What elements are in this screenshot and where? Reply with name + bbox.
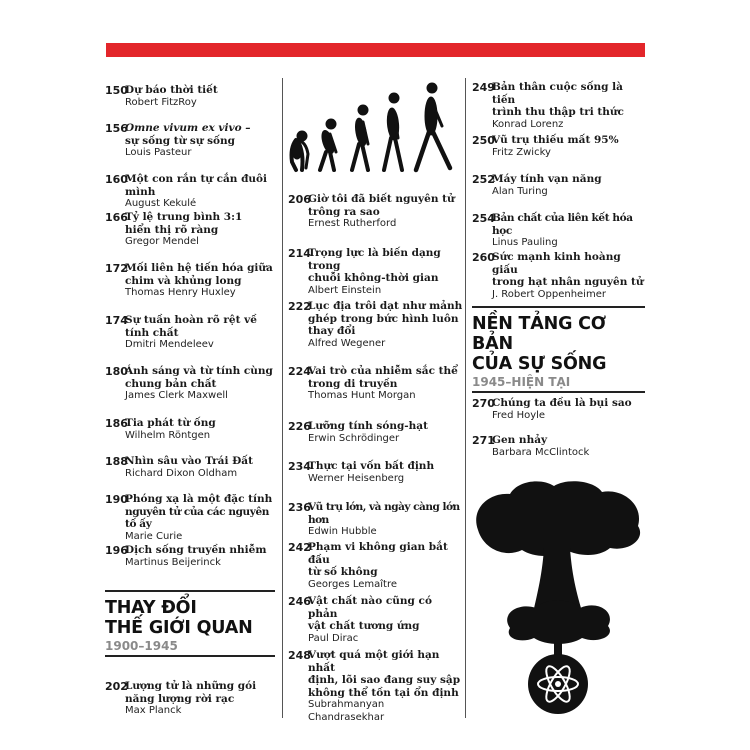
- page-number: 174: [105, 314, 128, 327]
- toc-entry-188[interactable]: [105, 455, 275, 480]
- toc-entry-180[interactable]: [105, 365, 275, 403]
- entry-title-line-2: năng lượng rời rạc: [125, 692, 235, 705]
- entry-title: Phóng xạ là một đặc tính: [125, 493, 273, 505]
- toc-entry-226[interactable]: [288, 420, 464, 445]
- toc-entry-248[interactable]: [288, 649, 464, 724]
- toc-entry-150[interactable]: [105, 84, 275, 109]
- entry-author: Louis Pasteur: [125, 147, 192, 158]
- page-number: 224: [288, 365, 311, 378]
- section-rule-top: [105, 590, 275, 592]
- early-human-figure: [384, 93, 402, 170]
- toc-entry-186[interactable]: [105, 417, 275, 442]
- section-rule-bottom: [105, 655, 275, 657]
- entry-author: Ernest Rutherford: [308, 218, 397, 229]
- page-number: 172: [105, 262, 128, 275]
- page-number: 260: [472, 251, 495, 264]
- toc-entry-156[interactable]: [105, 122, 275, 160]
- entry-author: Konrad Lorenz: [492, 118, 564, 130]
- entry-title-line-2: trong di truyền: [308, 377, 398, 390]
- toc-entry-160[interactable]: [105, 173, 275, 211]
- toc-entry-166[interactable]: [105, 211, 275, 249]
- toc-entry-224[interactable]: [288, 365, 464, 403]
- toc-entry-196[interactable]: [105, 544, 275, 569]
- entry-title: Vượt quá một giới hạn nhất: [308, 649, 440, 674]
- page-number: 270: [472, 397, 495, 410]
- page-number: 180: [105, 365, 128, 378]
- entry-title: Thực tại vốn bất định: [308, 460, 435, 472]
- toc-entry-236[interactable]: [288, 501, 464, 539]
- entry-title-line-3: không thể tồn tại ổn định: [308, 686, 459, 699]
- entry-title-line-2: trong hạt nhân nguyên tử: [492, 276, 644, 288]
- entry-title: Một con rắn tự cắn đuôi mình: [125, 173, 268, 198]
- entry-author: Gregor Mendel: [125, 236, 199, 247]
- entry-author: Thomas Henry Huxley: [125, 287, 236, 298]
- toc-entry-172[interactable]: [105, 262, 275, 300]
- page-number: 202: [105, 680, 128, 693]
- entry-title: Tia phát từ ống: [125, 417, 216, 429]
- section-title-line-1: NỀN TẢNG CƠ BẢN: [472, 314, 606, 354]
- entry-title-line-2: chuỗi không-thời gian: [308, 272, 439, 284]
- entry-title: Giờ tôi đã biết nguyên tử: [308, 193, 455, 205]
- entry-title: Dự báo thời tiết: [125, 84, 218, 96]
- entry-title: Ánh sáng và từ tính cùng: [125, 365, 273, 377]
- entry-author: Wilhelm Röntgen: [125, 429, 211, 441]
- toc-entry-252[interactable]: [472, 173, 645, 198]
- section-title-line-2: CỦA SỰ SỐNG: [472, 354, 607, 374]
- entry-author: J. Robert Oppenheimer: [492, 288, 606, 300]
- toc-entry-234[interactable]: [288, 460, 464, 485]
- page-number: 214: [288, 247, 311, 260]
- entry-title-line-2: vật chất tương ứng: [308, 620, 420, 632]
- entry-author: Fritz Zwicky: [492, 146, 551, 158]
- page-number: 186: [105, 417, 128, 430]
- entry-author: James Clerk Maxwell: [125, 390, 228, 401]
- toc-entry-190[interactable]: [105, 493, 275, 543]
- entry-title-line-2: nguyên tử của các nguyên tố ấy: [125, 505, 269, 530]
- entry-author: Dmitri Mendeleev: [125, 339, 214, 350]
- section-era: 1945–HIỆN TẠI: [472, 375, 571, 389]
- entry-author: Fred Hoyle: [492, 409, 546, 421]
- toc-entry-271[interactable]: [472, 434, 645, 459]
- entry-title-line-2: trông ra sao: [308, 205, 380, 218]
- entry-author: August Kekulé: [125, 198, 197, 209]
- section-header-1900-1945: [105, 590, 275, 657]
- toc-entry-206[interactable]: [288, 193, 464, 231]
- entry-author: Max Planck: [125, 705, 182, 716]
- entry-title: Gen nhảy: [492, 434, 548, 446]
- section-title-line-1: THAY ĐỔI: [105, 598, 197, 618]
- entry-title: Vũ trụ lớn, và ngày càng lớn hơn: [308, 501, 460, 526]
- entry-title: Nhìn sâu vào Trái Đất: [125, 455, 253, 467]
- entry-title-line-2: tính chất: [125, 326, 179, 339]
- entry-title-line-2: từ số không: [308, 566, 378, 578]
- section-rule-top: [472, 306, 645, 308]
- toc-entry-202[interactable]: [105, 680, 275, 718]
- entry-title-line-3: thay đổi: [308, 325, 356, 337]
- column-divider-right: [465, 78, 466, 718]
- toc-entry-214[interactable]: [288, 247, 464, 297]
- section-rule-bottom: [472, 391, 645, 393]
- entry-author: Paul Dirac: [308, 632, 359, 644]
- entry-title: Chúng ta đều là bụi sao: [492, 397, 632, 409]
- page-number: 226: [288, 420, 311, 433]
- entry-title: Tỷ lệ trung bình 3:1: [125, 211, 243, 223]
- page-number: 246: [288, 595, 311, 608]
- toc-entry-254[interactable]: [472, 212, 645, 250]
- entry-author: Martinus Beijerinck: [125, 556, 221, 568]
- entry-title-line-2: chung bản chất: [125, 377, 217, 390]
- early-hominid-figure: [320, 119, 337, 170]
- section-era: 1900–1945: [105, 639, 178, 653]
- page-number: 150: [105, 84, 128, 97]
- entry-title: Dịch sống truyền nhiễm: [125, 544, 267, 556]
- entry-author: Barbara McClintock: [492, 446, 590, 458]
- page-number: 222: [288, 300, 311, 313]
- page-number: 254: [472, 212, 495, 225]
- entry-title: Lục địa trôi dạt như mảnh: [308, 300, 463, 312]
- entry-author-line-2: Chandrasekhar: [308, 711, 385, 723]
- entry-author: Alfred Wegener: [308, 337, 386, 349]
- toc-entry-222[interactable]: [288, 300, 464, 350]
- page-number: 242: [288, 541, 311, 554]
- page-number: 166: [105, 211, 128, 224]
- page-number: 252: [472, 173, 495, 186]
- entry-title: Trọng lực là biến dạng trong: [308, 247, 441, 272]
- page-number: 196: [105, 544, 128, 557]
- entry-title: Vai trò của nhiễm sắc thể: [308, 365, 458, 377]
- entry-title-line-2: chim và khủng long: [125, 274, 242, 287]
- hominid-figure: [352, 105, 368, 170]
- page-number: 234: [288, 460, 311, 473]
- page-number: 271: [472, 434, 495, 447]
- entry-author: Werner Heisenberg: [308, 472, 405, 484]
- entry-title: Sự tuần hoàn rõ rệt về: [125, 314, 257, 326]
- entry-author: Albert Einstein: [308, 284, 382, 296]
- toc-entry-270[interactable]: [472, 397, 645, 422]
- toc-entry-250[interactable]: [472, 134, 645, 159]
- entry-author: Robert FitzRoy: [125, 96, 197, 108]
- page-number: 236: [288, 501, 311, 514]
- entry-title: Lưỡng tính sóng-hạt: [308, 420, 428, 432]
- entry-title: sự sống từ sự sống: [125, 134, 235, 147]
- entry-author: Erwin Schrödinger: [308, 432, 400, 444]
- entry-title: Bản chất của liên kết hóa học: [492, 212, 633, 237]
- entry-author: Linus Pauling: [492, 237, 558, 248]
- toc-entry-246[interactable]: [288, 595, 464, 645]
- entry-author: Marie Curie: [125, 530, 183, 542]
- section-header-1945-present: [472, 306, 645, 393]
- entry-author: Richard Dixon Oldham: [125, 467, 238, 479]
- toc-entry-174[interactable]: [105, 314, 275, 352]
- entry-title: Mối liên hệ tiến hóa giữa: [125, 262, 273, 274]
- page-number: 190: [105, 493, 128, 506]
- entry-title-italic: Omne vivum ex vivo –: [125, 122, 251, 134]
- entry-title: Vũ trụ thiếu mất 95%: [492, 134, 619, 146]
- top-red-bar: [106, 43, 645, 57]
- entry-title-line-2: trình thu thập tri thức: [492, 106, 624, 118]
- entry-title-line-2: định, lõi sao đang suy sập: [308, 674, 461, 686]
- entry-title: Sức mạnh kinh hoàng giấu: [492, 251, 621, 276]
- page-number: 188: [105, 455, 128, 468]
- entry-title: Vật chất nào cũng có phản: [308, 595, 432, 620]
- entry-author: Georges Lemaître: [308, 578, 398, 590]
- entry-title-line-2: hiển thị rõ ràng: [125, 223, 219, 236]
- ape-figure: [292, 131, 309, 170]
- entry-title: Máy tính vạn năng: [492, 173, 602, 185]
- page-number: 156: [105, 122, 128, 135]
- page-number: 160: [105, 173, 128, 186]
- column-divider-left: [282, 78, 283, 718]
- entry-title: Phạm vi không gian bắt đầu: [308, 541, 448, 566]
- entry-author: Subrahmanyan: [308, 699, 385, 710]
- page-number: 250: [472, 134, 495, 147]
- toc-entry-249[interactable]: [472, 81, 645, 131]
- entry-author: Edwin Hubble: [308, 526, 377, 537]
- human-evolution-illustration: [286, 82, 462, 174]
- section-title-line-2: THẾ GIỚI QUAN: [105, 618, 253, 638]
- page-number: 248: [288, 649, 311, 662]
- modern-human-figure: [416, 83, 450, 170]
- mushroom-cloud-illustration: [470, 478, 646, 718]
- toc-entry-260[interactable]: [472, 251, 645, 301]
- toc-entry-242[interactable]: [288, 541, 464, 591]
- entry-title: Bản thân cuộc sống là tiến: [492, 81, 623, 106]
- page-number: 206: [288, 193, 311, 206]
- entry-title: Lượng tử là những gói: [125, 680, 257, 692]
- entry-title-line-2: ghép trong bức hình luôn: [308, 312, 459, 325]
- page-number: 249: [472, 81, 495, 94]
- entry-author: Alan Turing: [492, 185, 548, 197]
- entry-author: Thomas Hunt Morgan: [308, 390, 416, 401]
